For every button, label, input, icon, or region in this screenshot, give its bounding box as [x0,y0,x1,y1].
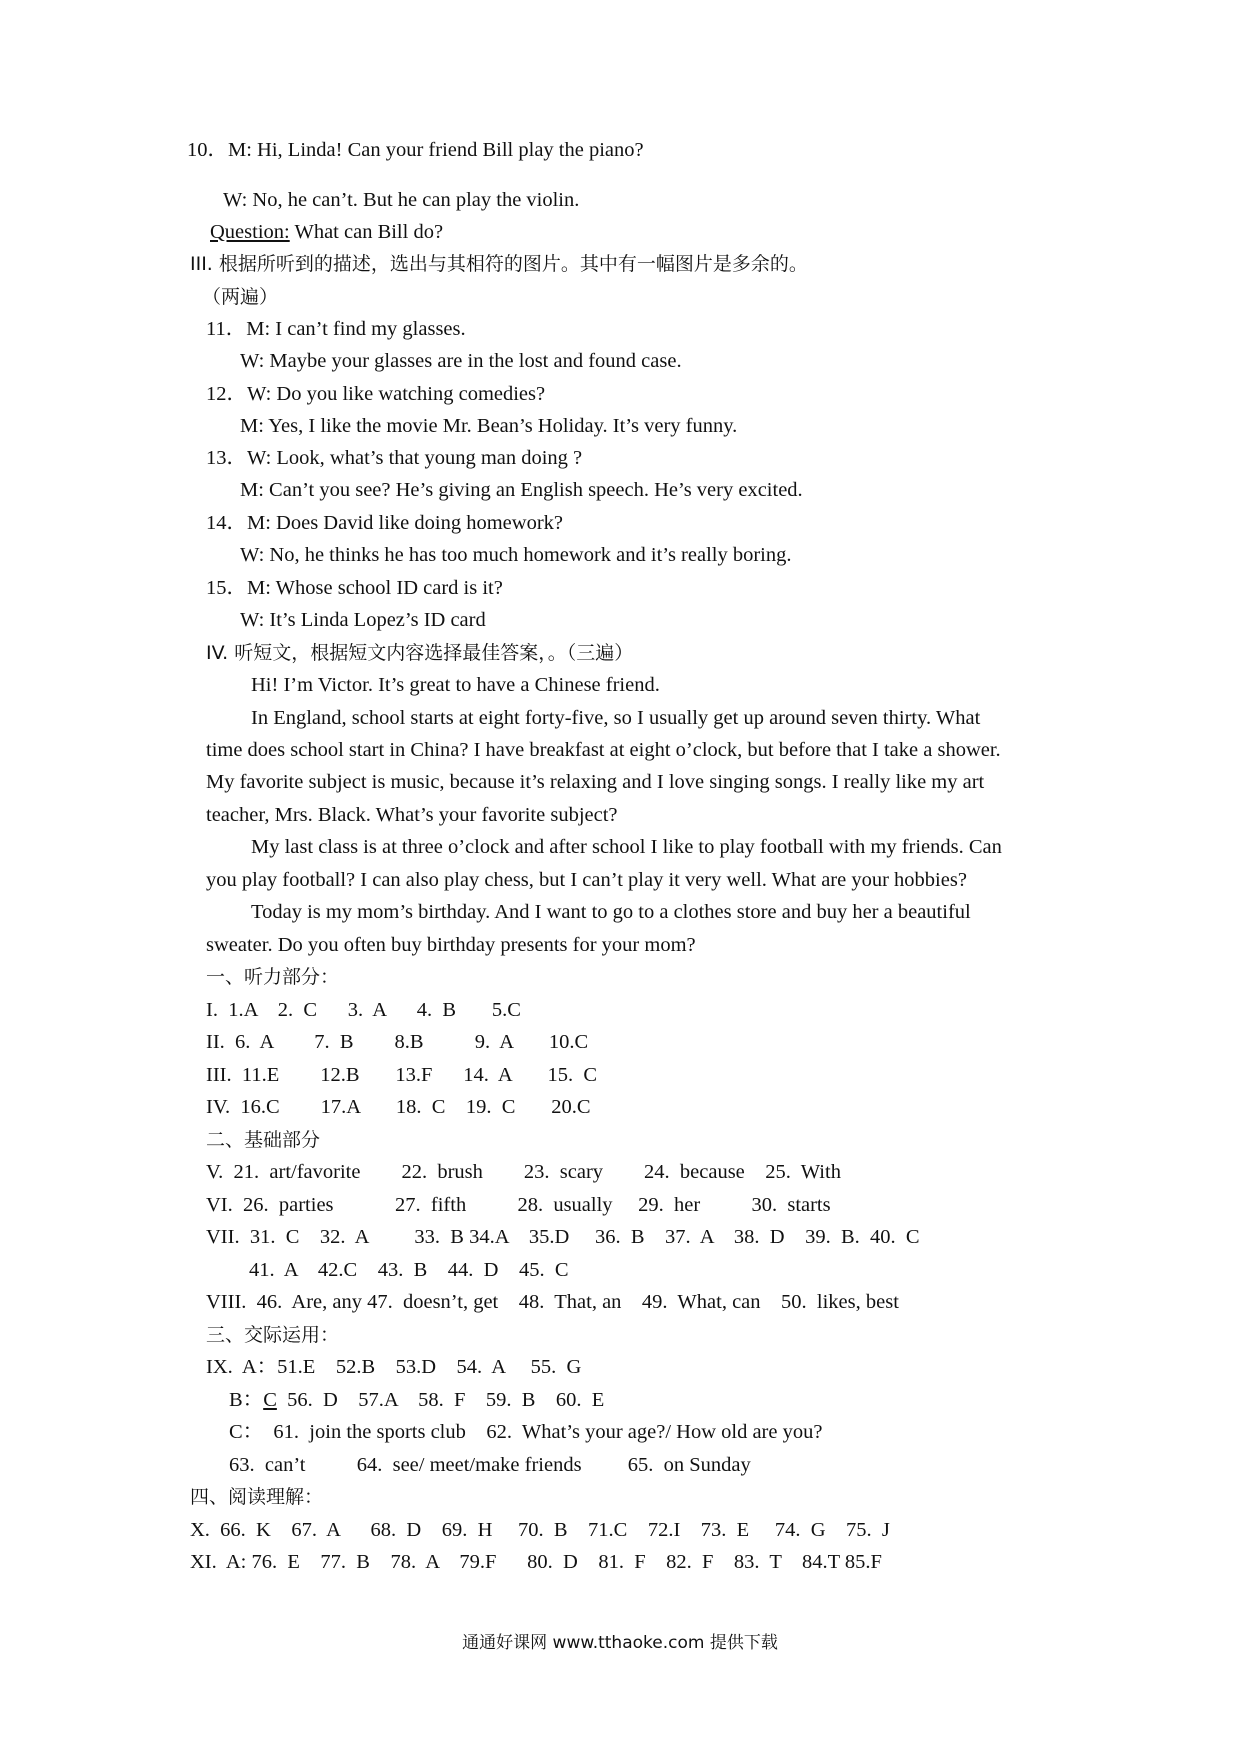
passage-line: sweater. Do you often buy birthday presents for your mom? [206,934,696,956]
answer-row-ix-c: C： 61. join the sports club 62. What’s your age?/ How old are you? [229,1421,823,1443]
question-text: What can Bill do? [289,221,444,243]
q15-woman-line: W: It’s Linda Lopez’s ID card [240,609,486,631]
answer-row-ix-b [229,1387,604,1413]
q11-man-line: 11．M: I can’t find my glasses. [206,318,466,340]
answer-row-vii-cont: 41. A 42.C 43. B 44. D 45. C [249,1259,569,1281]
q13-woman-line: 13．W: Look, what’s that young man doing ? [206,447,583,469]
ix-b-first-answer: C [263,1389,277,1411]
q11-woman-line: W: Maybe your glasses are in the lost and found case. [240,350,682,372]
ix-b-rest: 56. D 57.A 58. F 59. B 60. E [276,1389,605,1411]
passage-line: Hi! I’m Victor. It’s great to have a Chinese friend. [251,674,660,696]
passage-line: you play football? I can also play chess, but I can’t play it very well. What are your hobbies? [206,869,967,891]
answer-row-iv: IV. 16.C 17.A 18. C 19. C 20.C [206,1096,591,1118]
section-iv-heading: IV. 听短文，根据短文内容选择最佳答案，。（三遍） [206,642,634,664]
answer-row-xi: XI. A: 76. E 77. B 78. A 79.F 80. D 81. F 82. F 83. T 84.T 85.F [190,1551,882,1573]
passage-line: time does school start in China? I have breakfast at eight o’clock, but before that I take a shower. [206,739,1001,761]
answer-row-vii: VII. 31. C 32. A 33. B 34.A 35.D 36. B 37. A 38. D 39. B. 40. C [206,1226,920,1248]
answer-row-v: V. 21. art/favorite 22. brush 23. scary 24. because 25. With [206,1161,841,1183]
passage-line: My favorite subject is music, because it’s relaxing and I love singing songs. I really like my art [206,771,985,793]
part1-heading: 一、听力部分： [206,966,340,988]
q14-man-line: 14．M: Does David like doing homework? [206,512,563,534]
ix-b-label: B： [229,1389,264,1411]
q14-woman-line: W: No, he thinks he has too much homework and it’s really boring. [240,544,792,566]
answer-row-viii: VIII. 46. Are, any 47. doesn’t, get 48. That, an 49. What, can 50. likes, best [206,1291,899,1313]
passage-line: My last class is at three o’clock and after school I like to play football with my friends. Can [251,836,1002,858]
q15-man-line: 15．M: Whose school ID card is it? [206,577,503,599]
footer-source: 通通好课网 www.tthaoke.com 提供下载 [462,1633,778,1653]
q10-man-line: 10．M: Hi, Linda! Can your friend Bill play the piano? [187,139,644,161]
answer-row-iii: III. 11.E 12.B 13.F 14. A 15. C [206,1064,598,1086]
part2-heading: 二、基础部分 [206,1129,321,1151]
q12-woman-line: 12．W: Do you like watching comedies? [206,383,546,405]
q10-question-line [210,219,443,245]
q12-man-line: M: Yes, I like the movie Mr. Bean’s Holiday. It’s very funny. [240,415,738,437]
section-iii-heading: III. 根据所听到的描述，选出与其相符的图片。其中有一幅图片是多余的。 [190,253,808,275]
section-iii-times: （两遍） [202,286,279,308]
answer-row-vi: VI. 26. parties 27. fifth 28. usually 29. her 30. starts [206,1194,831,1216]
answer-row-ii: II. 6. A 7. B 8.B 9. A 10.C [206,1031,589,1053]
question-label: Question: [210,221,290,243]
passage-line: teacher, Mrs. Black. What’s your favorite subject? [206,804,618,826]
answer-row-ix-c-cont: 63. can’t 64. see/ meet/make friends 65. on Sunday [229,1454,751,1476]
q13-man-line: M: Can’t you see? He’s giving an English speech. He’s very excited. [240,479,803,501]
answer-row-x: X. 66. K 67. A 68. D 69. H 70. B 71.C 72.I 73. E 74. G 75. J [190,1519,890,1541]
passage-line: Today is my mom’s birthday. And I want to go to a clothes store and buy her a beautiful [251,901,971,923]
part4-heading: 四、阅读理解： [190,1486,324,1508]
part3-heading: 三、交际运用： [206,1324,340,1346]
answer-row-ix-a: IX. A：51.E 52.B 53.D 54. A 55. G [206,1356,582,1378]
passage-line: In England, school starts at eight forty-five, so I usually get up around seven thirty. What [251,707,981,729]
answer-row-i: I. 1.A 2. C 3. A 4. B 5.C [206,999,521,1021]
q10-woman-line: W: No, he can’t. But he can play the violin. [223,189,580,211]
